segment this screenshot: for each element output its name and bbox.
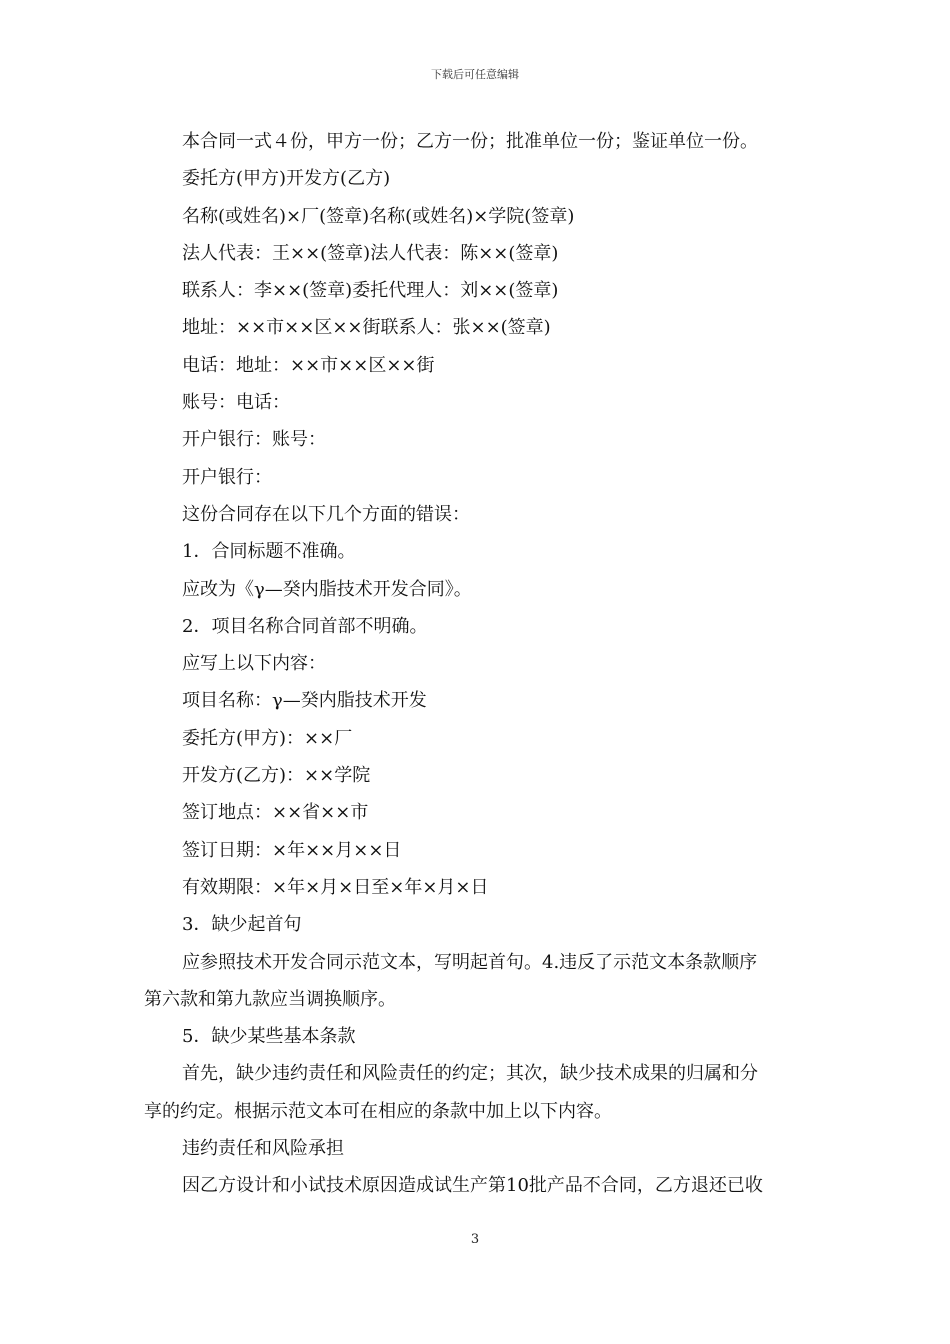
- text-line: 2．项目名称合同首部不明确。: [182, 615, 428, 637]
- document-body: [144, 123, 816, 1205]
- text-line: 开户银行：账号：: [182, 429, 326, 451]
- text-line: 联系人：李××(签章)委托代理人：刘××(签章): [182, 280, 559, 302]
- text-line: 委托方(甲方)开发方(乙方): [182, 168, 391, 190]
- text-line: 有效期限：×年×月×日至×年×月×日: [182, 876, 489, 898]
- text-line: 1．合同标题不准确。: [182, 541, 356, 563]
- text-line: 账号：电话：: [182, 392, 290, 414]
- text-line: 电话：地址：××市××区××街: [182, 354, 435, 376]
- text-line: 第六款和第九款应当调换顺序。: [144, 988, 396, 1010]
- text-line: 应改为《γ—癸内脂技术开发合同》。: [182, 578, 472, 600]
- text-line: 项目名称：γ—癸内脂技术开发: [182, 690, 427, 712]
- text-line: 应参照技术开发合同示范文本，写明起首句。4.违反了示范文本条款顺序: [182, 951, 758, 973]
- text-line: 因乙方设计和小试技术原因造成试生产第10批产品不合同，乙方退还已收: [182, 1175, 763, 1197]
- text-line: 法人代表：王××(签章)法人代表：陈××(签章): [182, 242, 559, 264]
- text-line: 3．缺少起首句: [182, 914, 302, 936]
- text-line: 签订地点：××省××市: [182, 802, 369, 824]
- text-line: 签订日期：×年××月××日: [182, 839, 402, 861]
- page-header: 下载后可任意编辑: [431, 68, 519, 81]
- text-line: 5．缺少某些基本条款: [182, 1026, 356, 1048]
- text-line: 委托方(甲方)：××厂: [182, 727, 353, 749]
- text-line: 本合同一式４份，甲方一份；乙方一份；批准单位一份；鉴证单位一份。: [182, 131, 758, 152]
- text-line: 开发方(乙方)：××学院: [182, 765, 371, 787]
- text-line: 地址：××市××区××街联系人：张××(签章): [182, 317, 551, 339]
- text-line: 违约责任和风险承担: [182, 1138, 344, 1160]
- text-line: 这份合同存在以下几个方面的错误：: [182, 503, 470, 525]
- page-number: 3: [470, 1232, 480, 1247]
- text-line: 首先，缺少违约责任和风险责任的约定；其次，缺少技术成果的归属和分: [182, 1063, 758, 1085]
- text-line: 享的约定。根据示范文本可在相应的条款中加上以下内容。: [144, 1100, 612, 1122]
- text-line: 名称(或姓名)×厂(签章)名称(或姓名)×学院(签章): [182, 205, 575, 227]
- text-line: 应写上以下内容：: [182, 653, 326, 675]
- text-line: 开户银行：: [182, 466, 272, 488]
